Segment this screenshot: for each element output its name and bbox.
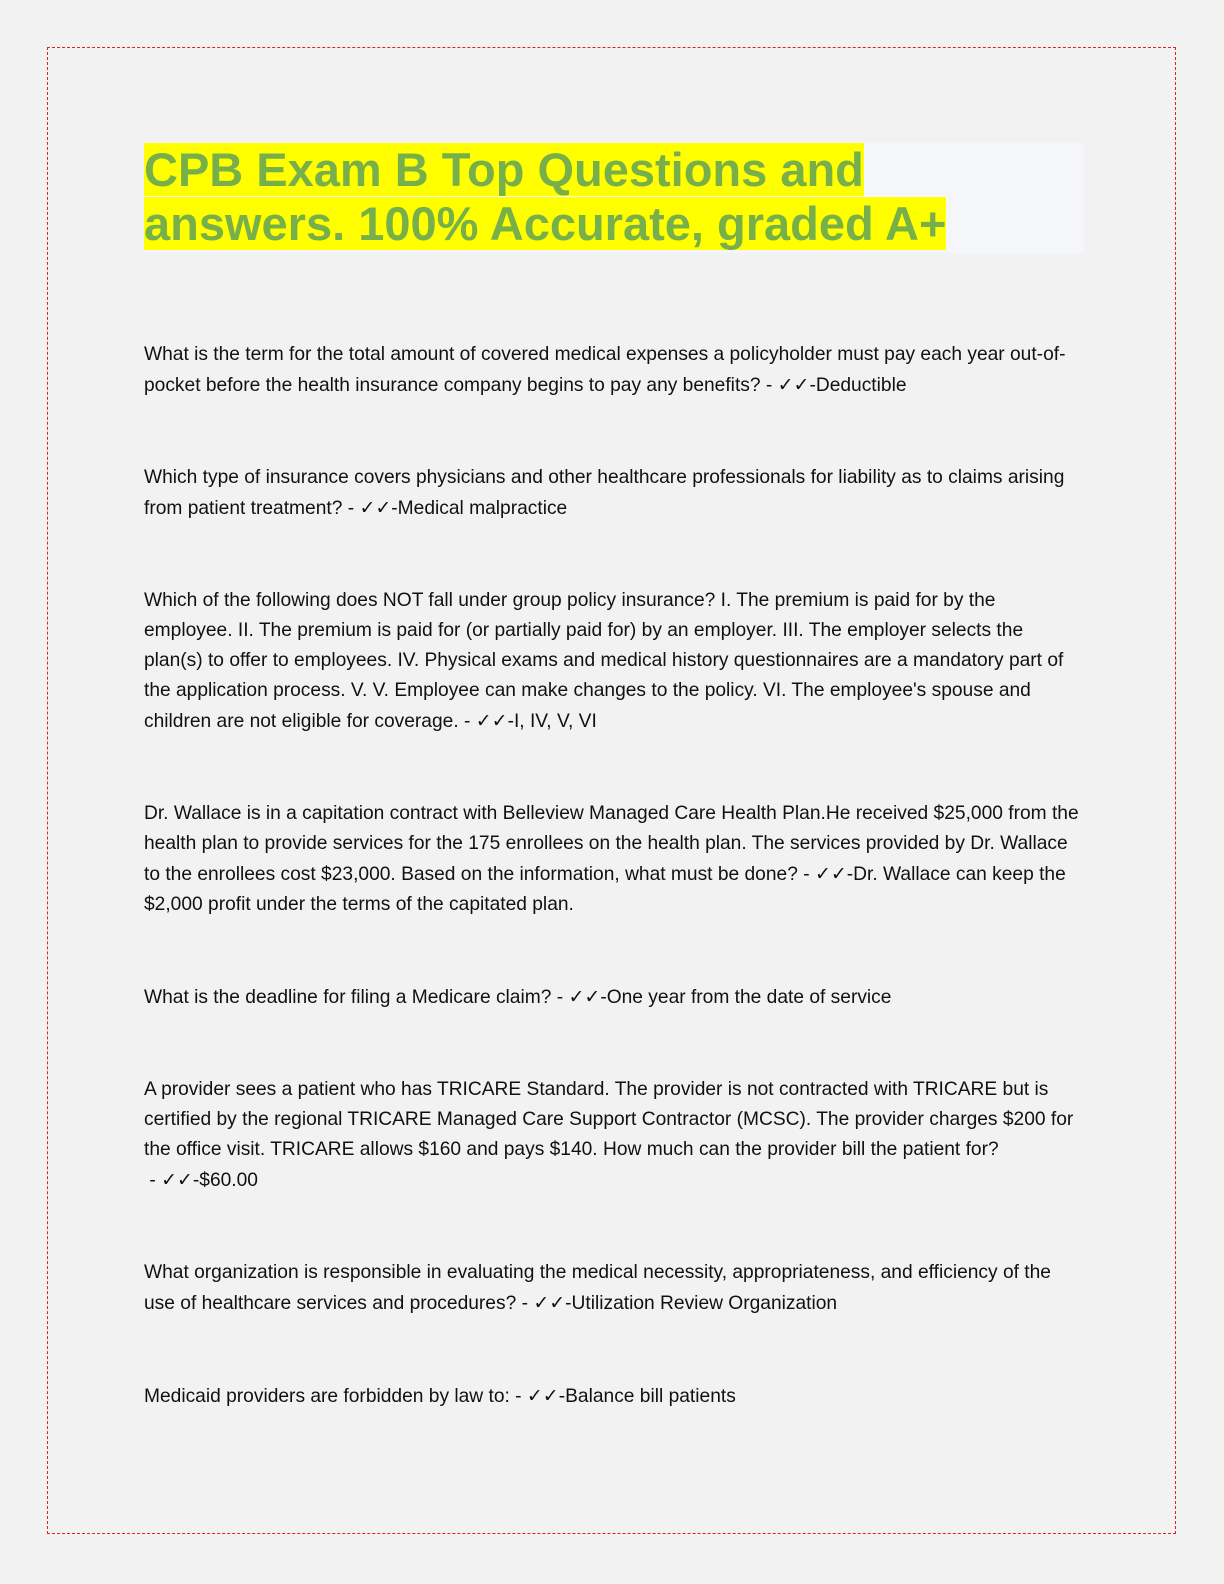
question-text: Which type of insurance covers physicians and other healthcare professionals for liability as to claims arising from patient treatment? xyxy=(144,467,1065,519)
qa-item: Which of the following does NOT fall under group policy insurance? I. The premium is paid for by the employee. II. The premium is paid for (or partially paid for) by an employer. III. The employer selects the plan(s) to offer to employees. IV. Physical exams and medical history questionnaires are a mandatory part of the application process. V. V. Employee can make changes to the policy. VI. The employee's spouse and children are not eligible for coverage. - ✓✓-I, IV, V, VI xyxy=(144,590,1064,732)
question-text: What organization is responsible in evaluating the medical necessity, appropriateness, and efficiency of the use of healthcare services and procedures? xyxy=(144,1262,1051,1314)
answer-text: Medical malpractice xyxy=(397,498,568,519)
qa-item: Medicaid providers are forbidden by law to: - ✓✓-Balance bill patients xyxy=(144,1385,736,1407)
question-text: What is the deadline for filing a Medicare claim? xyxy=(144,987,552,1008)
title-block xyxy=(144,143,1084,253)
question-text: What is the term for the total amount of covered medical expenses a policyholder must pay each year out-of-pocket before the health insurance company begins to pay any benefits? xyxy=(144,344,1066,396)
title-line-2: answers. 100% Accurate, graded A+ xyxy=(144,197,947,250)
double-check-icon: ✓✓ xyxy=(814,863,847,885)
qa-item: What organization is responsible in evaluating the medical necessity, appropriateness, and efficiency of the use of healthcare services and procedures? - ✓✓-Utilization Review Organization xyxy=(144,1262,1051,1314)
double-check-icon: ✓✓ xyxy=(777,374,810,396)
answer-text: One year from the date of service xyxy=(606,987,892,1008)
question-text: Dr. Wallace is in a capitation contract with Belleview Managed Care Health Plan.He received $25,000 from the health plan to provide services for the 175 enrollees on the health plan. The services provided by Dr. Wallace to the enrollees cost $23,000. Based on the information, what must be done? xyxy=(144,803,1079,885)
question-text: Medicaid providers are forbidden by law to: xyxy=(144,1386,510,1407)
answer-text: $60.00 xyxy=(199,1170,258,1191)
question-text: Which of the following does NOT fall under group policy insurance? I. The premium is paid for by the employee. II. The premium is paid for (or partially paid for) by an employer. III. The employer selects the plan(s) to offer to employees. IV. Physical exams and medical history questionnaires are a mandatory part of the application process. V. V. Employee can make changes to the policy. VI. The employee's spouse and children are not eligible for coverage. xyxy=(144,590,1064,732)
double-check-icon: ✓✓ xyxy=(475,710,508,732)
qa-list xyxy=(144,340,1084,1474)
qa-item: Which type of insurance covers physicians and other healthcare professionals for liability as to claims arising from patient treatment? - ✓✓-Medical malpractice xyxy=(144,467,1065,519)
qa-item: A provider sees a patient who has TRICARE Standard. The provider is not contracted with TRICARE but is certified by the regional TRICARE Managed Care Support Contractor (MCSC). The provider charges $200 for the office visit. TRICARE allows $160 and pays $140. How much can the provider bill the patient for? - ✓✓-$60.00 xyxy=(144,1079,1074,1191)
answer-text: Deductible xyxy=(815,375,907,396)
double-check-icon: ✓✓ xyxy=(533,1292,566,1314)
qa-item: Dr. Wallace is in a capitation contract with Belleview Managed Care Health Plan.He received $25,000 from the health plan to provide services for the 175 enrollees on the health plan. The services provided by Dr. Wallace to the enrollees cost $23,000. Based on the information, what must be done? - ✓✓-Dr. Wallace can keep the $2,000 profit under the terms of the capitated plan. xyxy=(144,803,1079,915)
answer-text: Dr. Wallace can keep the $2,000 profit under the terms of the capitated plan. xyxy=(144,864,1066,915)
double-check-icon: ✓✓ xyxy=(568,986,601,1008)
title-line-1: CPB Exam B Top Questions and xyxy=(144,143,864,196)
double-check-icon: ✓✓ xyxy=(359,497,392,519)
answer-text: Balance bill patients xyxy=(565,1386,736,1407)
qa-item: What is the term for the total amount of covered medical expenses a policyholder must pay each year out-of-pocket before the health insurance company begins to pay any benefits? - ✓✓-Deductible xyxy=(144,344,1066,396)
double-check-icon: ✓✓ xyxy=(161,1169,193,1191)
double-check-icon: ✓✓ xyxy=(526,1385,559,1407)
question-text: A provider sees a patient who has TRICARE Standard. The provider is not contracted with TRICARE but is certified by the regional TRICARE Managed Care Support Contractor (MCSC). The provider charges $200 for the office visit. TRICARE allows $160 and pays $140. How much can the provider bill the patient for? xyxy=(144,1079,1074,1160)
answer-text: Utilization Review Organization xyxy=(571,1293,838,1314)
page-title xyxy=(144,143,1084,251)
qa-item: What is the deadline for filing a Medicare claim? - ✓✓-One year from the date of service xyxy=(144,986,892,1008)
answer-text: I, IV, V, VI xyxy=(513,711,597,732)
